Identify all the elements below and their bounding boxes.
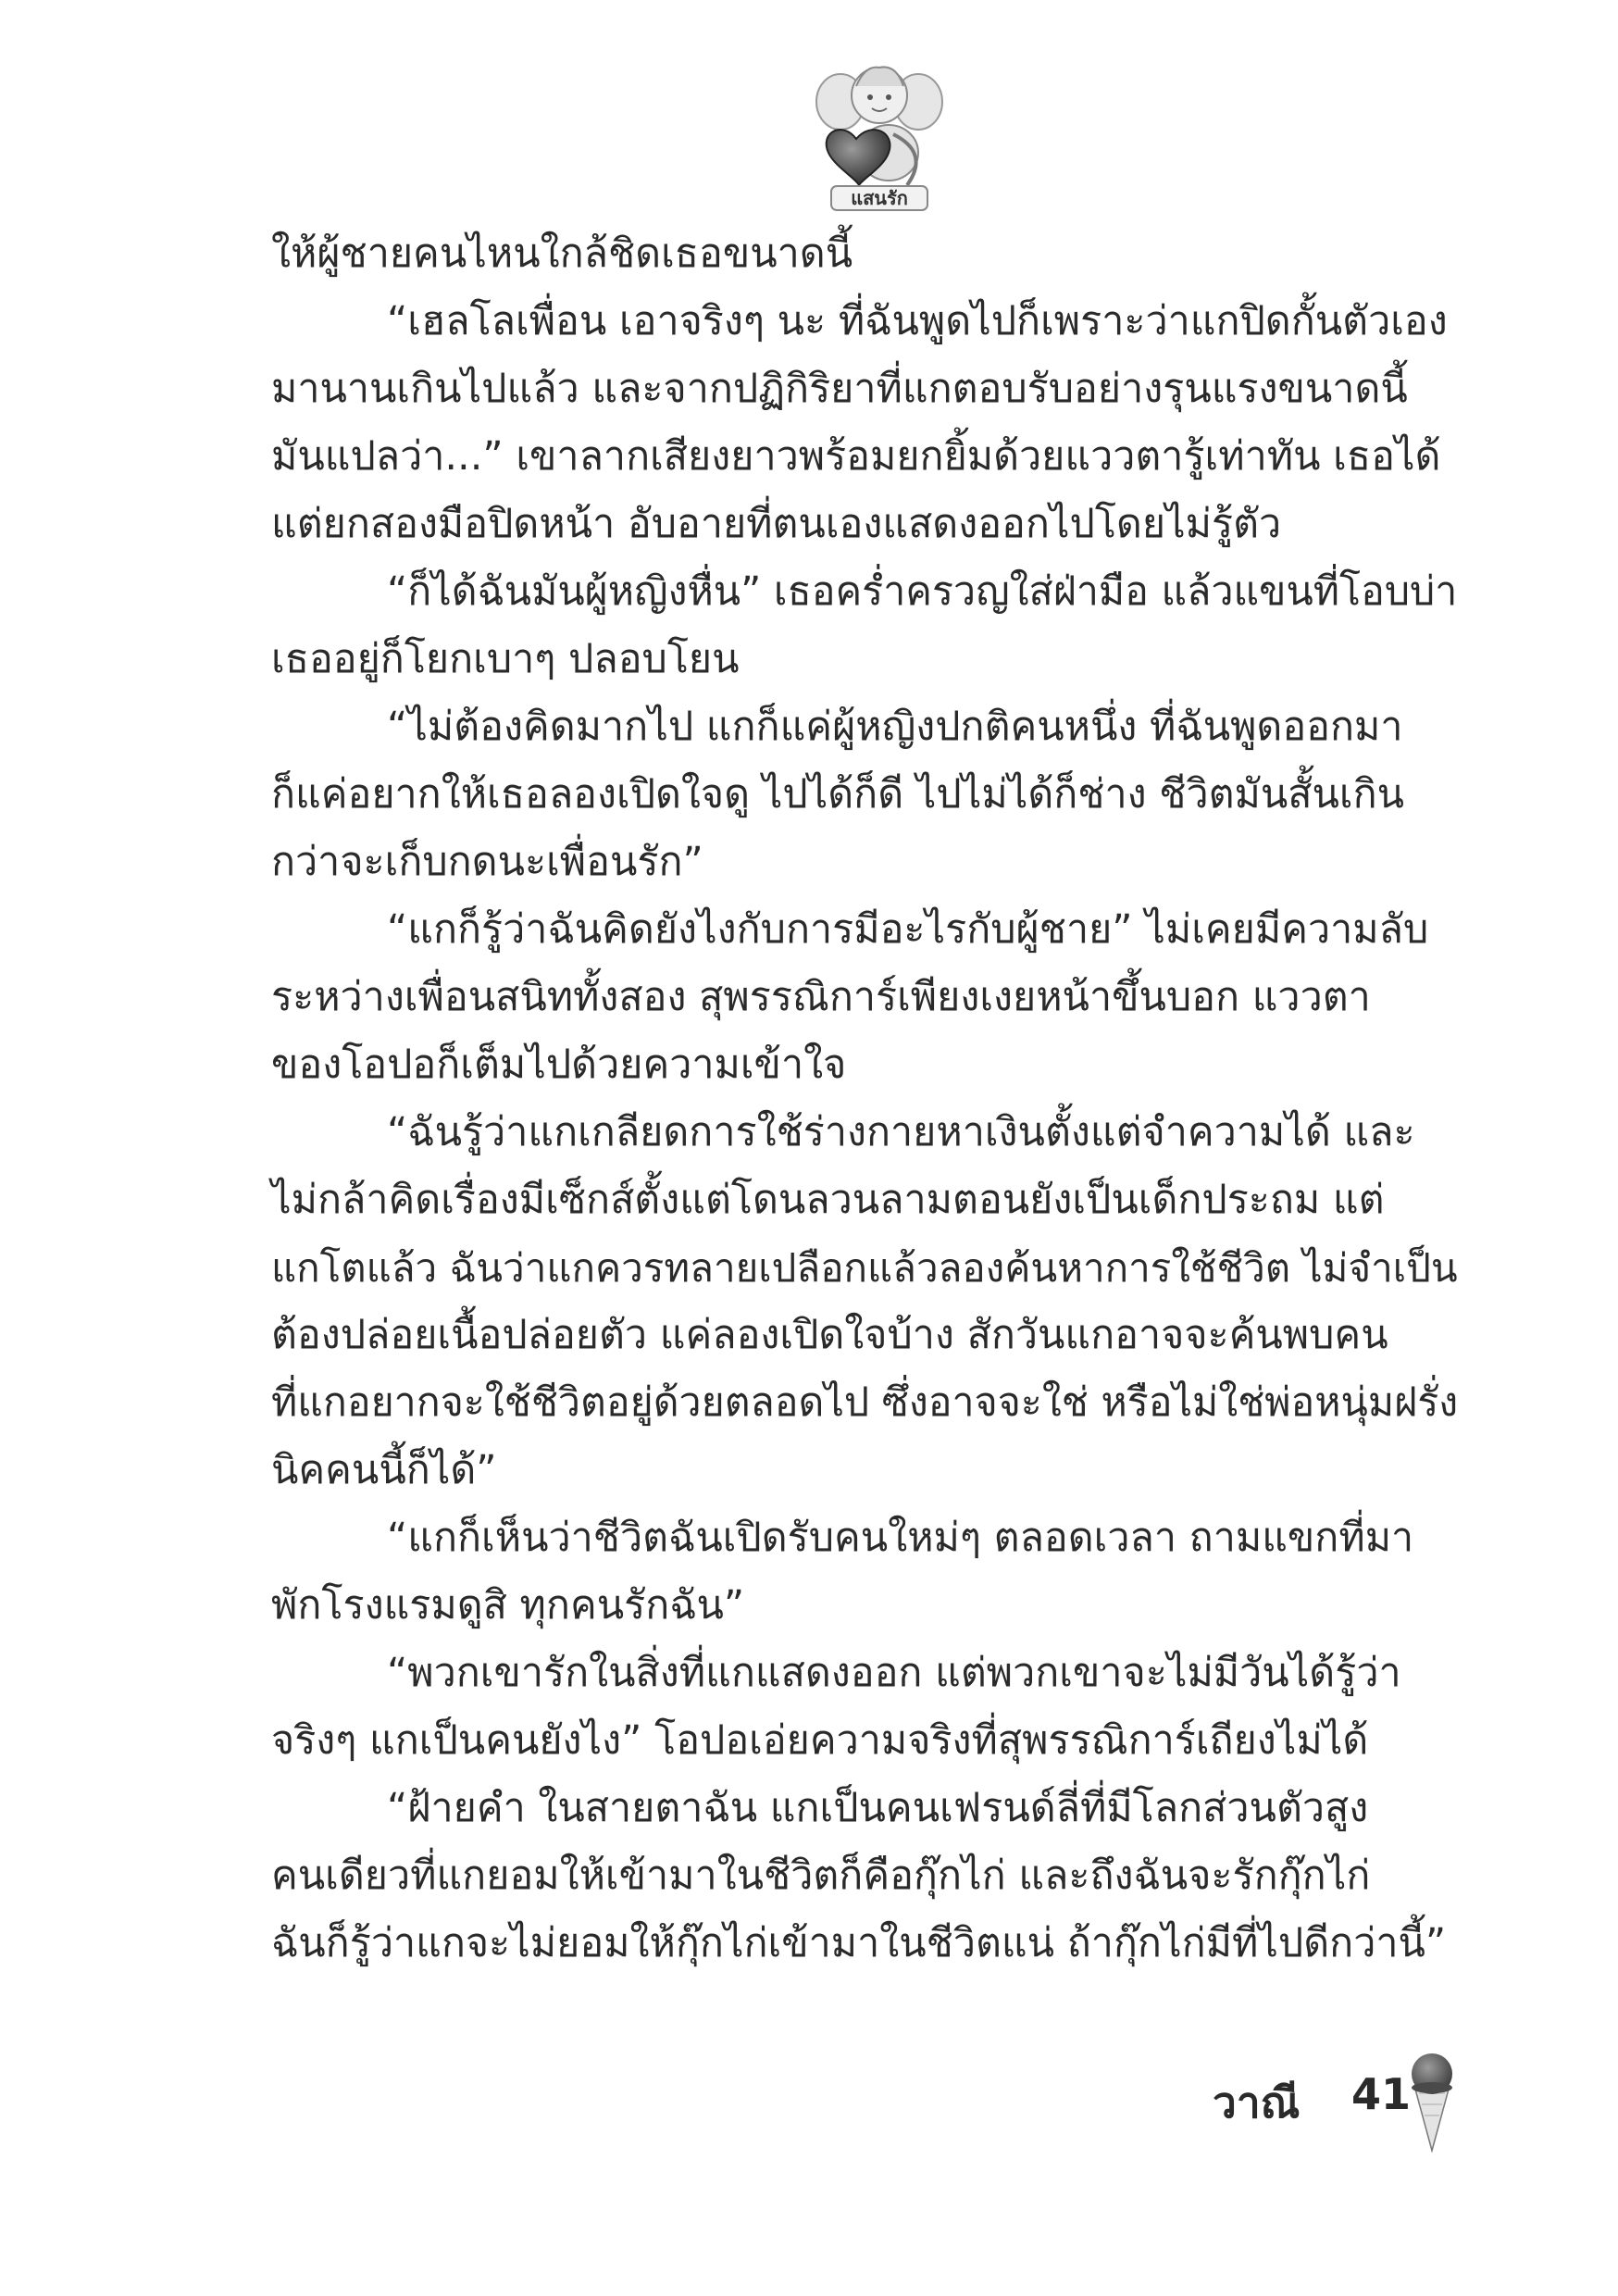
text-line: “เฮลโลเพื่อน เอาจริงๆ นะ ที่ฉันพูดไปก็เพราะว่าแกปิดกั้นตัวเอง	[387, 298, 1448, 344]
body-text	[271, 220, 1458, 1978]
page-number: 41	[1351, 2069, 1412, 2119]
text-line: แต่ยกสองมือปิดหน้า อับอายที่ตนเองแสดงออกไปโดยไม่รู้ตัว	[271, 501, 1282, 547]
cupid-heart-icon	[805, 51, 953, 218]
text-line: “ไม่ต้องคิดมากไป แกก็แค่ผู้หญิงปกติคนหนึ่ง ที่ฉันพูดออกมา	[387, 704, 1403, 750]
text-line: มานานเกินไปแล้ว และจากปฏิกิริยาที่แกตอบรับอย่างรุนแรงขนาดนี้	[271, 366, 1408, 412]
text-line: ที่แกอยากจะใช้ชีวิตอยู่ด้วยตลอดไป ซึ่งอาจจะใช่ หรือไม่ใช่พ่อหนุ่มฝรั่ง	[271, 1379, 1459, 1426]
text-line: นิคคนนี้ก็ได้”	[271, 1447, 497, 1493]
page-footer	[1194, 2041, 1472, 2152]
text-line: เธออยู่ก็โยกเบาๆ ปลอบโยน	[271, 636, 740, 682]
text-line: มันแปลว่า...” เขาลากเสียงยาวพร้อมยกยิ้มด้วยแววตารู้เท่าทัน เธอได้	[271, 433, 1441, 480]
text-line: ของโอปอก็เต็มไปด้วยความเข้าใจ	[271, 1042, 847, 1088]
text-line: “แกก็เห็นว่าชีวิตฉันเปิดรับคนใหม่ๆ ตลอดเวลา ถามแขกที่มา	[387, 1515, 1414, 1561]
text-line: “ก็ได้ฉันมันผู้หญิงหื่น” เธอคร่ำครวญใส่ฝ่ามือ แล้วแขนที่โอบบ่า	[387, 568, 1458, 615]
text-line: “ฉันรู้ว่าแกเกลียดการใช้ร่างกายหาเงินตั้งแต่จำความได้ และ	[387, 1109, 1415, 1155]
logo-text: แสนรัก	[851, 187, 908, 209]
text-line: ฉันก็รู้ว่าแกจะไม่ยอมให้กุ๊กไก่เข้ามาในชีวิตแน่ ถ้ากุ๊กไก่มีที่ไปดีกว่านี้”	[271, 1920, 1447, 1966]
text-line: แกโตแล้ว ฉันว่าแกควรทลายเปลือกแล้วลองค้นหาการใช้ชีวิต ไม่จำเป็น	[271, 1245, 1458, 1291]
text-line: ก็แค่อยากให้เธอลองเปิดใจดู ไปได้ก็ดี ไปไม่ได้ก็ช่าง ชีวิตมันสั้นเกิน	[271, 771, 1405, 817]
header-logo	[805, 51, 953, 218]
text-line: ไม่กล้าคิดเรื่องมีเซ็กส์ตั้งแต่โดนลวนลามตอนยังเป็นเด็กประถม แต่	[271, 1177, 1385, 1223]
text-line: ระหว่างเพื่อนสนิททั้งสอง สุพรรณิการ์เพียงเงยหน้าขึ้นบอก แววตา	[271, 974, 1371, 1020]
text-line: “พวกเขารักในสิ่งที่แกแสดงออก แต่พวกเขาจะไม่มีวันได้รู้ว่า	[387, 1650, 1401, 1696]
text-line: “แกก็รู้ว่าฉันคิดยังไงกับการมีอะไรกับผู้ชาย” ไม่เคยมีความลับ	[387, 906, 1429, 953]
text-line: กว่าจะเก็บกดนะเพื่อนรัก”	[271, 839, 703, 885]
ice-cream-cone-icon	[1409, 2041, 1455, 2152]
text-line: พักโรงแรมดูสิ ทุกคนรักฉัน”	[271, 1582, 745, 1628]
text-line: ต้องปล่อยเนื้อปล่อยตัว แค่ลองเปิดใจบ้าง สักวันแกอาจจะค้นพบคน	[271, 1312, 1388, 1358]
text-line: คนเดียวที่แกยอมให้เข้ามาในชีวิตก็คือกุ๊กไก่ และถึงฉันจะรักกุ๊กไก่	[271, 1853, 1371, 1899]
text-line: ให้ผู้ชายคนไหนใกล้ชิดเธอขนาดนี้	[271, 231, 853, 277]
text-line: จริงๆ แกเป็นคนยังไง” โอปอเอ่ยความจริงที่สุพรรณิการ์เถียงไม่ได้	[271, 1717, 1369, 1764]
text-line: “ฝ้ายคำ ในสายตาฉัน แกเป็นคนเฟรนด์ลี่ที่มีโลกส่วนตัวสูง	[387, 1785, 1369, 1831]
footer-title: วาณี	[1213, 2078, 1301, 2128]
